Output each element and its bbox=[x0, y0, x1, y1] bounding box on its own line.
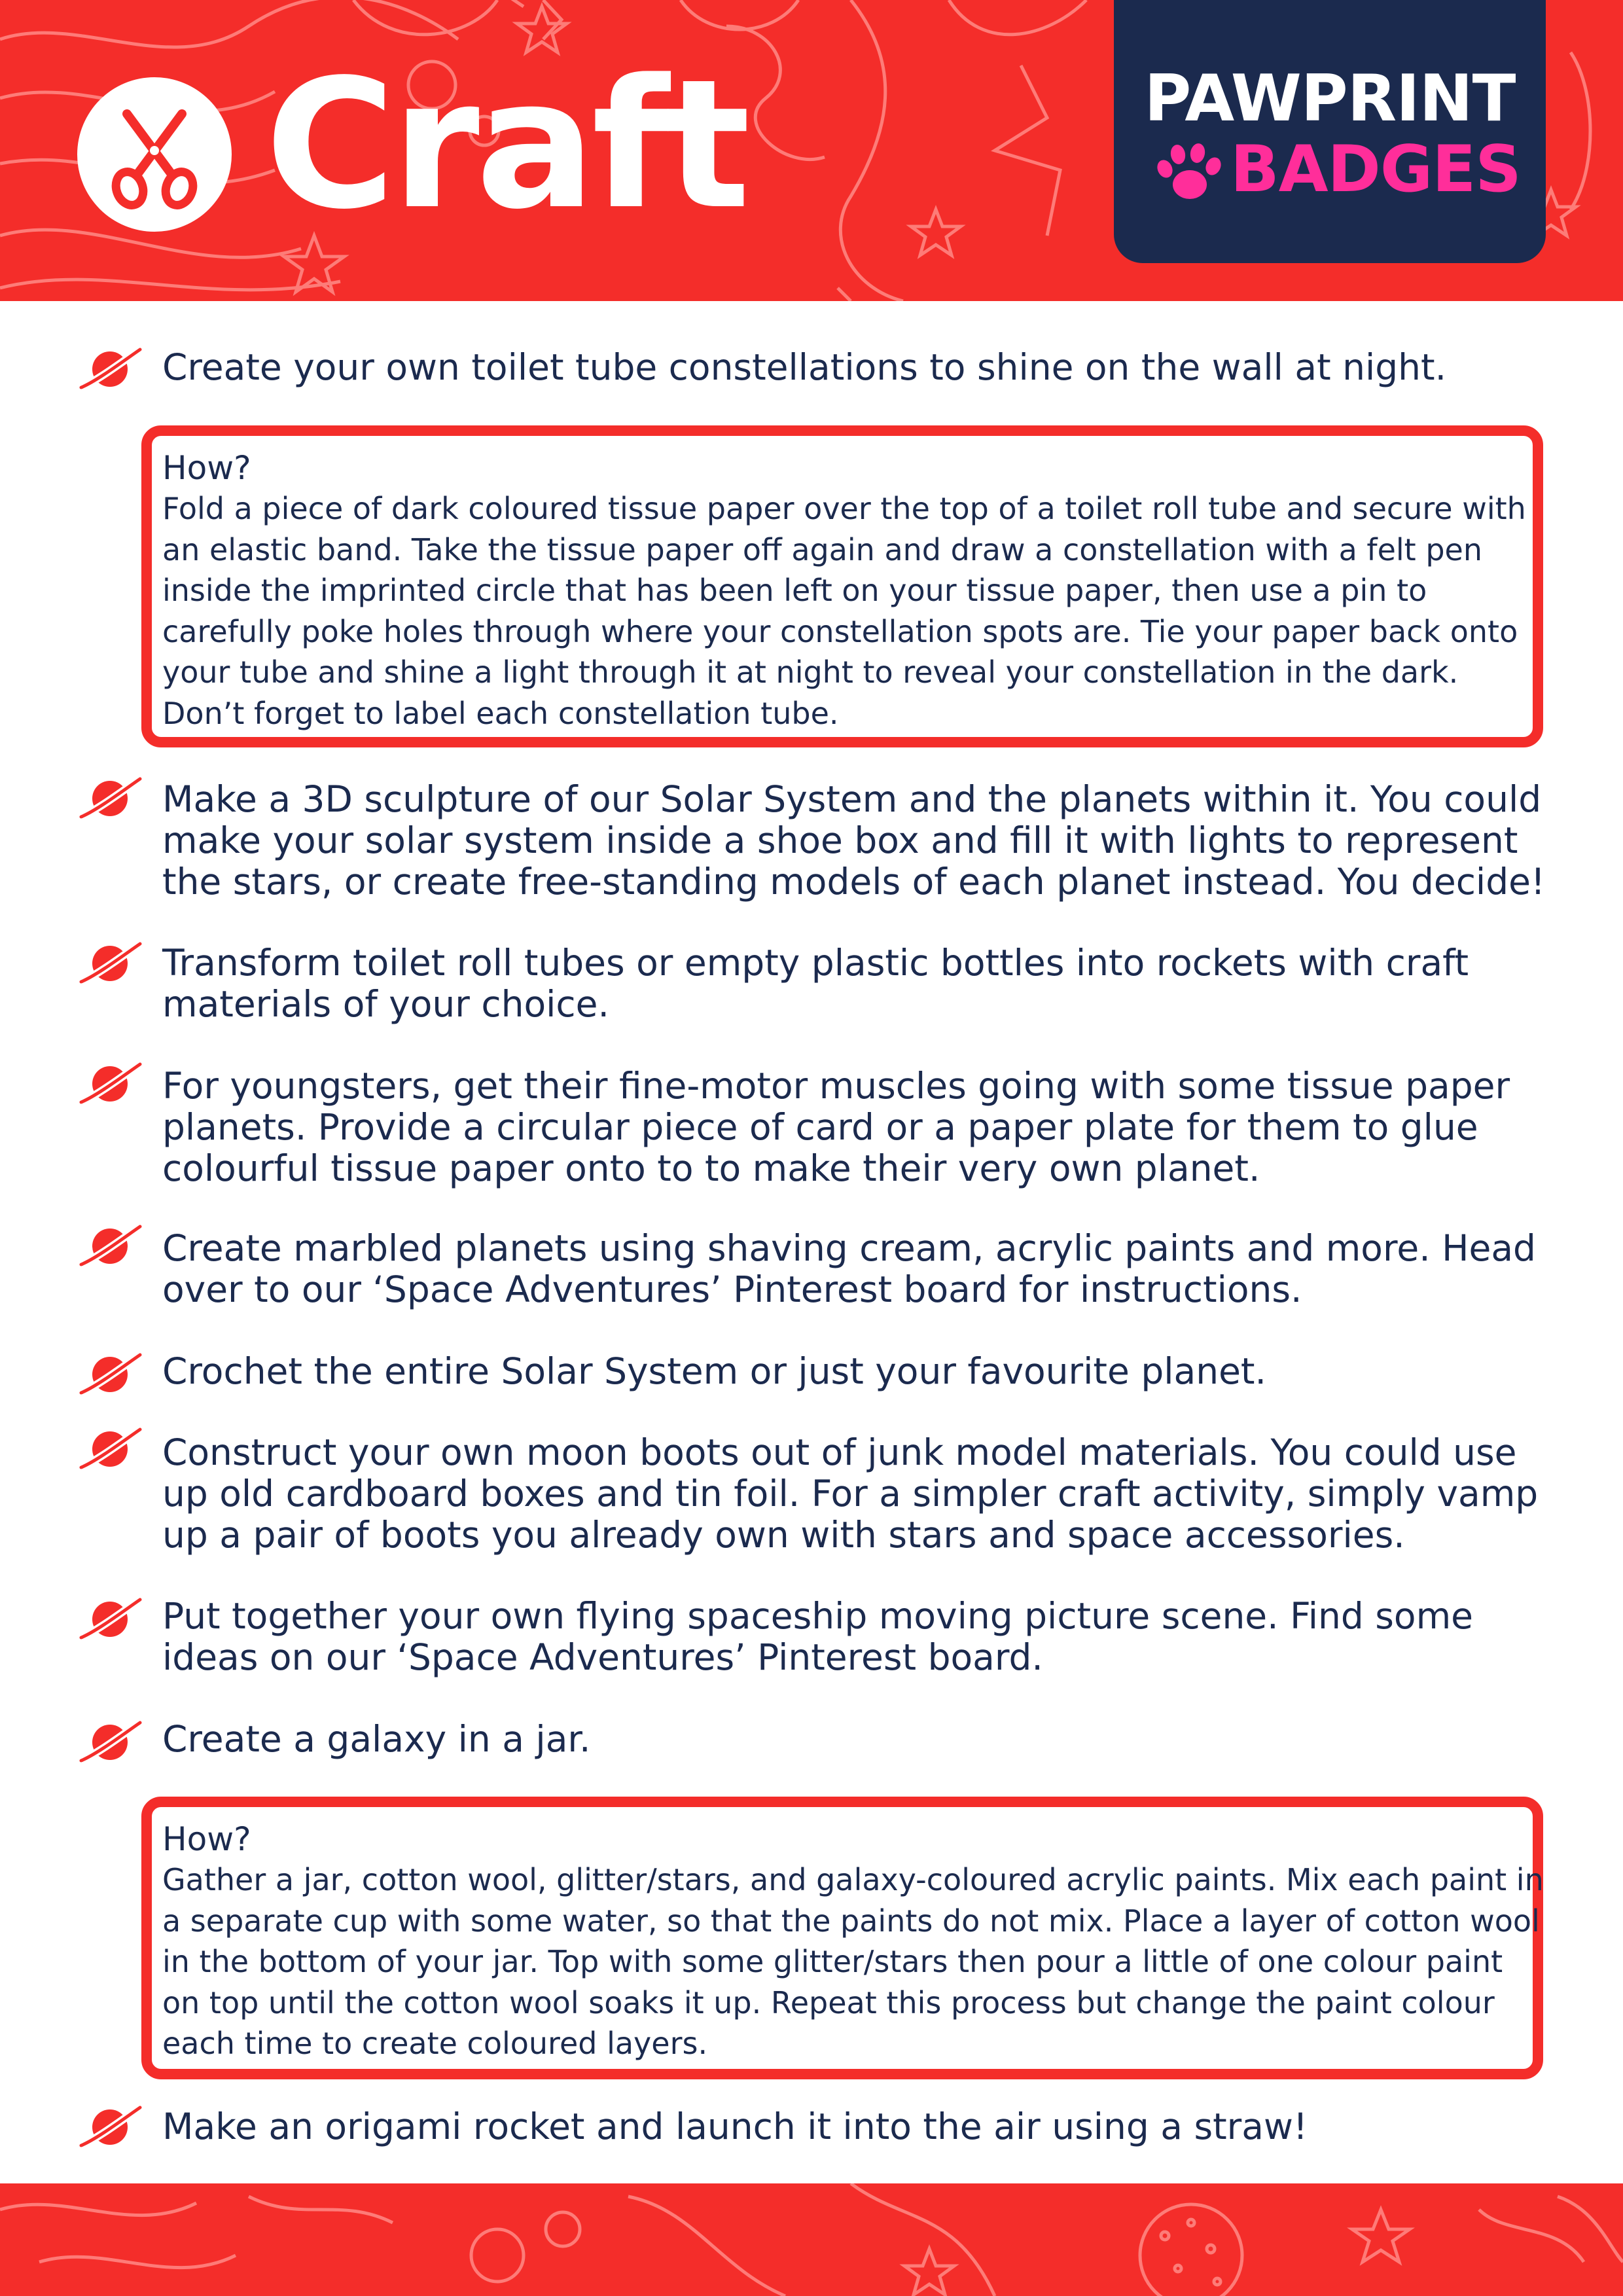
how-label: How? bbox=[162, 449, 251, 487]
paw-icon bbox=[1153, 141, 1224, 204]
planet-icon bbox=[77, 1422, 143, 1474]
how-text: Gather a jar, cotton wool, glitter/stars, and galaxy-coloured acrylic paints. Mix each paint in a separate cup with some water, so that the paints do not mix. Place a layer of cotton wool in the bottom of your jar. Top with some glitter/stars then pour a little of one colour paint on top until the cotton wool soaks it up. Repeat this process but change the paint colour each time to create coloured layers. bbox=[162, 1862, 1544, 2061]
logo-text-pawprint: PAWPRINT bbox=[1144, 62, 1516, 136]
how-box bbox=[141, 1797, 1543, 2079]
list-item: Make a 3D sculpture of our Solar System and the planets within it. You could make your solar system inside a shoe box and fill it with lights to represent the stars, or create free-standing models of each planet instead. You decide! bbox=[162, 778, 1546, 903]
list-item: For youngsters, get their fine-motor muscles going with some tissue paper planets. Provide a circular piece of card or a paper plate for them to glue colourful tissue paper onto to to make their very own planet. bbox=[162, 1065, 1510, 1189]
list-item: Transform toilet roll tubes or empty plastic bottles into rockets with craft materials of your choice. bbox=[162, 942, 1469, 1025]
list-item: Create marbled planets using shaving cream, acrylic paints and more. Head over to our ‘Space Adventures’ Pinterest board for instructions. bbox=[162, 1227, 1536, 1310]
planet-icon bbox=[77, 1219, 143, 1271]
planet-icon bbox=[77, 1592, 143, 1644]
page-title: Craft bbox=[265, 42, 747, 249]
planet-icon bbox=[77, 771, 143, 823]
how-text: Fold a piece of dark coloured tissue paper over the top of a toilet roll tube and secure with an elastic band. Take the tissue paper off again and draw a constellation with a felt pen inside the imprinted circle that has been left on your tissue paper, then use a pin to carefully poke holes through where your constellation spots are. Tie your paper back onto your tube and shine a light through it at night to reveal your constellation in the dark. Don’t forget to label each constellation tube. bbox=[162, 491, 1526, 731]
page-header bbox=[0, 0, 1623, 301]
how-label: How? bbox=[162, 1820, 251, 1858]
planet-icon bbox=[77, 1715, 143, 1767]
planet-icon bbox=[77, 1347, 143, 1399]
list-item: Construct your own moon boots out of junk model materials. You could use up old cardboard boxes and tin foil. For a simpler craft activity, simply vamp up a pair of boots you already own with stars and space accessories. bbox=[162, 1431, 1539, 1556]
page-footer bbox=[0, 2183, 1623, 2296]
list-item: Put together your own flying spaceship moving picture scene. Find some ideas on our ‘Space Adventures’ Pinterest board. bbox=[162, 1595, 1473, 1678]
list-item: Create a galaxy in a jar. bbox=[162, 1718, 591, 1760]
list-item: Create your own toilet tube constellations to shine on the wall at night. bbox=[162, 346, 1447, 388]
planet-icon bbox=[77, 936, 143, 988]
space-doodle-pattern bbox=[0, 2183, 1623, 2296]
scissors-icon bbox=[77, 77, 232, 232]
logo-text-badges: BADGES bbox=[1230, 132, 1521, 207]
how-box bbox=[141, 425, 1543, 747]
list-item: Make an origami rocket and launch it into the air using a straw! bbox=[162, 2106, 1308, 2147]
list-item: Crochet the entire Solar System or just your favourite planet. bbox=[162, 1350, 1266, 1392]
planet-icon bbox=[77, 342, 143, 394]
scissors-badge bbox=[77, 77, 232, 232]
planet-icon bbox=[77, 1056, 143, 1109]
pawprint-badges-logo bbox=[1114, 0, 1546, 263]
planet-icon bbox=[77, 2100, 143, 2152]
